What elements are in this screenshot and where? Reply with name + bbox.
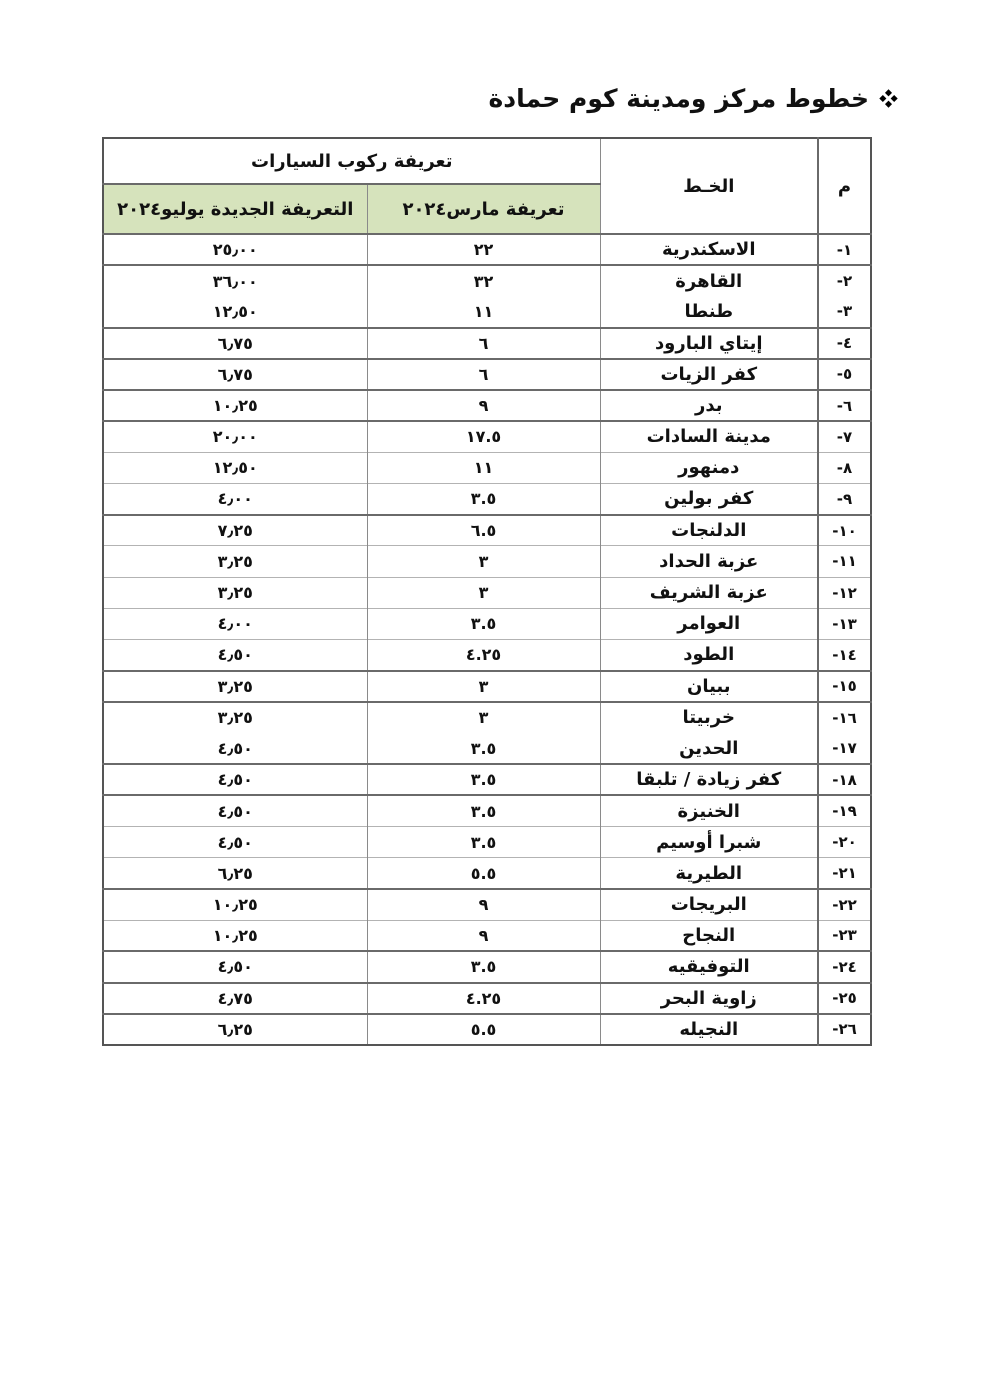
july-fare-cell: ٤٫٠٠ (103, 484, 367, 515)
march-fare-cell: ٩ (367, 889, 600, 920)
bullet-dot (890, 95, 897, 102)
march-fare-cell: ٣.٥ (367, 764, 600, 795)
line-name-cell: دمنهور (600, 452, 818, 483)
row-number-cell: ٢٣- (818, 920, 871, 951)
march-fare-cell: ٦ (367, 328, 600, 359)
march-fare-cell: ٤.٢٥ (367, 983, 600, 1014)
row-number-cell: ١٩- (818, 795, 871, 826)
march-fare-cell: ٣ (367, 546, 600, 577)
line-name-cell: التوفيقيه (600, 951, 818, 982)
july-fare-cell: ٤٫٧٥ (103, 983, 367, 1014)
july-fare-cell: ٧٫٢٥ (103, 515, 367, 546)
table-row (103, 889, 871, 920)
row-number-cell: ٢٠- (818, 827, 871, 858)
table-row (103, 827, 871, 858)
march-fare-cell: ٣.٥ (367, 951, 600, 982)
row-number-cell: ١٥- (818, 671, 871, 702)
march-fare-cell: ٣ (367, 577, 600, 608)
line-name-cell: النجيله (600, 1014, 818, 1045)
march-fare-cell: ١١ (367, 296, 600, 327)
header-line: الخـط (600, 138, 818, 234)
row-number-cell: ٥- (818, 359, 871, 390)
row-number-cell: ٨- (818, 452, 871, 483)
line-name-cell: الخنيزة (600, 795, 818, 826)
table-row (103, 234, 871, 265)
line-name-cell: البريجات (600, 889, 818, 920)
table-row (103, 1014, 871, 1045)
line-name-cell: كفر زيادة / تلبقا (600, 764, 818, 795)
table-row (103, 983, 871, 1014)
line-name-cell: كفر الزيات (600, 359, 818, 390)
table-row (103, 795, 871, 826)
line-name-cell: عزبة الحداد (600, 546, 818, 577)
table-row (103, 359, 871, 390)
row-number-cell: ٢٤- (818, 951, 871, 982)
july-fare-cell: ١٢٫٥٠ (103, 452, 367, 483)
march-fare-cell: ٣.٥ (367, 795, 600, 826)
line-name-cell: النجاح (600, 920, 818, 951)
july-fare-cell: ١٠٫٢٥ (103, 390, 367, 421)
march-fare-cell: ٦.٥ (367, 515, 600, 546)
july-fare-cell: ٢٥٫٠٠ (103, 234, 367, 265)
table-row (103, 671, 871, 702)
table-row (103, 452, 871, 483)
july-fare-cell: ٤٫٥٠ (103, 764, 367, 795)
march-fare-cell: ٩ (367, 920, 600, 951)
line-name-cell: الحدين (600, 733, 818, 764)
row-number-cell: ١٧- (818, 733, 871, 764)
july-fare-cell: ٤٫٥٠ (103, 639, 367, 670)
july-fare-cell: ٣٫٢٥ (103, 577, 367, 608)
table-row (103, 951, 871, 982)
table-row (103, 390, 871, 421)
table-row (103, 328, 871, 359)
line-name-cell: طنطا (600, 296, 818, 327)
table-row (103, 733, 871, 764)
header-march-fare: تعريفة مارس٢٠٢٤ (367, 184, 600, 234)
bullet-dot (879, 95, 886, 102)
line-name-cell: زاوية البحر (600, 983, 818, 1014)
row-number-cell: ١٢- (818, 577, 871, 608)
march-fare-cell: ٦ (367, 359, 600, 390)
july-fare-cell: ١٠٫٢٥ (103, 889, 367, 920)
line-name-cell: القاهرة (600, 265, 818, 296)
july-fare-cell: ١٢٫٥٠ (212, 301, 258, 321)
july-fare-cell: ١٠٫٢٥ (103, 920, 367, 951)
table-row (103, 265, 871, 296)
july-fare-cell: ٦٫٢٥ (103, 858, 367, 889)
july-fare-cell: ٣٫٢٥ (103, 546, 367, 577)
march-fare-cell: ٣.٥ (367, 484, 600, 515)
row-number-cell: ١٤- (818, 639, 871, 670)
line-name-cell: بدر (600, 390, 818, 421)
july-fare-cell: ٤٫٥٠ (217, 738, 253, 758)
page-title: خطوط مركز ومدينة كوم حمادة (488, 84, 869, 113)
header-july-fare: التعريفة الجديدة يوليو٢٠٢٤ (103, 184, 367, 234)
march-fare-cell: ٣.٥ (367, 608, 600, 639)
bullet-dot (885, 100, 892, 107)
row-number-cell: ١٦- (818, 702, 871, 733)
table-row (103, 608, 871, 639)
row-number-cell: ١٣- (818, 608, 871, 639)
march-fare-cell: ٣٢ (367, 265, 600, 296)
march-fare-cell: ٩ (367, 390, 600, 421)
table-row (103, 858, 871, 889)
march-fare-cell: ٣ (367, 671, 600, 702)
diamond-bullet-icon (879, 89, 897, 107)
march-fare-cell: ١٧.٥ (367, 421, 600, 452)
line-name-cell: شبرا أوسيم (600, 827, 818, 858)
table-header (103, 138, 871, 234)
fares-table (102, 137, 872, 1046)
line-name-cell: الطيرية (600, 858, 818, 889)
line-name-cell: الطود (600, 639, 818, 670)
march-fare-cell: ٣ (367, 702, 600, 733)
table-row (103, 920, 871, 951)
march-fare-cell: ٣.٥ (367, 827, 600, 858)
row-number-cell: ٢- (818, 265, 871, 296)
july-fare-cell: ٣٦٫٠٠ (103, 265, 367, 296)
july-fare-cell: ٤٫٠٠ (103, 608, 367, 639)
row-number-cell: ٩- (818, 484, 871, 515)
table-row (103, 484, 871, 515)
line-name-cell: خربيتا (600, 702, 818, 733)
table-row (103, 296, 871, 327)
fare-table-body (103, 234, 871, 1045)
row-number-cell: ٦- (818, 390, 871, 421)
row-number-cell: ١- (818, 234, 871, 265)
table-row (103, 764, 871, 795)
table-row (103, 546, 871, 577)
line-name-cell: ببيان (600, 671, 818, 702)
july-fare-cell: ٣٫٢٥ (103, 702, 367, 733)
line-name-cell: العوامر (600, 608, 818, 639)
table-row (103, 577, 871, 608)
july-fare-cell: ٦٫٢٥ (103, 1014, 367, 1045)
table-row (103, 421, 871, 452)
line-name-cell: مدينة السادات (600, 421, 818, 452)
march-fare-cell: ٥.٥ (367, 858, 600, 889)
july-fare-cell: ٢٠٫٠٠ (103, 421, 367, 452)
row-number-cell: ١٨- (818, 764, 871, 795)
header-fares-group: تعريفة ركوب السيارات (103, 138, 600, 184)
row-number-cell: ٢١- (818, 858, 871, 889)
header-row-1 (103, 138, 871, 184)
row-number-cell: ١١- (818, 546, 871, 577)
march-fare-cell: ١١ (367, 452, 600, 483)
july-fare-cell: ٣٫٢٥ (103, 671, 367, 702)
july-fare-cell: ٤٫٥٠ (103, 951, 367, 982)
march-fare-cell: ٢٢ (367, 234, 600, 265)
table-row (103, 639, 871, 670)
march-fare-cell: ٣.٥ (367, 733, 600, 764)
july-fare-cell: ٤٫٥٠ (103, 795, 367, 826)
line-name-cell: الاسكندرية (600, 234, 818, 265)
header-num: م (818, 138, 871, 234)
row-number-cell: ٤- (818, 328, 871, 359)
line-name-cell: عزبة الشريف (600, 577, 818, 608)
row-number-cell: ٣- (818, 296, 871, 327)
july-fare-cell: ٤٫٥٠ (103, 827, 367, 858)
row-number-cell: ٢٥- (818, 983, 871, 1014)
line-name-cell: كفر بولين (600, 484, 818, 515)
row-number-cell: ٧- (818, 421, 871, 452)
line-name-cell: إيتاي البارود (600, 328, 818, 359)
march-fare-cell: ٥.٥ (367, 1014, 600, 1045)
table-row (103, 702, 871, 733)
table-row (103, 515, 871, 546)
july-fare-cell: ٦٫٧٥ (103, 359, 367, 390)
july-fare-cell: ٦٫٧٥ (103, 328, 367, 359)
row-number-cell: ٢٢- (818, 889, 871, 920)
row-number-cell: ٢٦- (818, 1014, 871, 1045)
march-fare-cell: ٤.٢٥ (367, 639, 600, 670)
line-name-cell: الدلنجات (600, 515, 818, 546)
page-title-row (489, 84, 895, 113)
bullet-dot (885, 89, 892, 96)
row-number-cell: ١٠- (818, 515, 871, 546)
